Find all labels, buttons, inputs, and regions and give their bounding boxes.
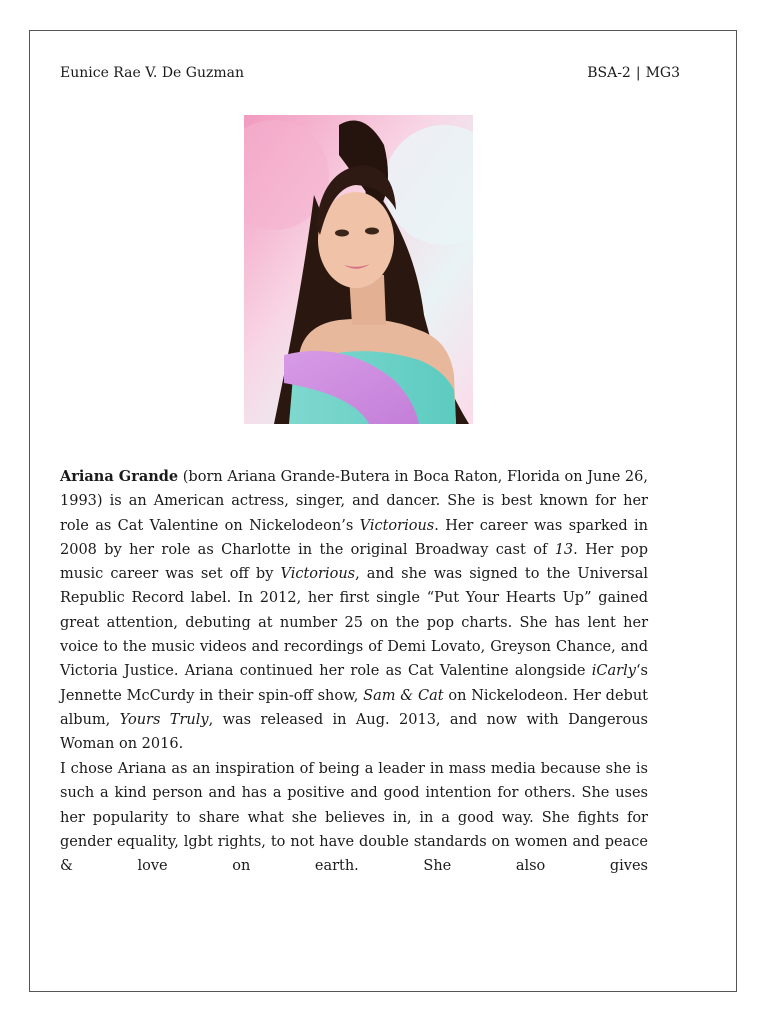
bio-text: ‘s Jennette McCurdy in their spin-off show,: [60, 663, 648, 704]
bio-text: . Her career was sparked in 2008 by her role as Charlotte in the original Broadway cast of: [60, 517, 648, 558]
show-title: Victorious: [280, 566, 356, 583]
portrait-photo: [244, 115, 473, 424]
author-name: Eunice Rae V. De Guzman: [60, 65, 244, 81]
bio-text: on Nickelodeon. Her debut album,: [60, 687, 648, 728]
course-label: BSA-2: [587, 65, 631, 81]
bio-text: , and she was signed to the Universal Republic Record label. In 2012, her first single “Put Your Hearts Up” gained great attention, debuting at number 25 on the pop charts. She has lent her voice to the music videos and recordings of Demi Lovato, Greyson Chance, and Victoria Justice. Ariana continued her role as Cat Valentine alongside: [60, 566, 648, 680]
portrait-illustration: [244, 115, 473, 424]
bio-text: , was released in Aug. 2013, and now with Dangerous Woman on 2016.: [60, 711, 648, 753]
album-title: Yours Truly: [119, 711, 209, 728]
section-label: MG3: [645, 65, 680, 81]
show-title: 13: [554, 541, 574, 558]
bio-text: (born Ariana Grande-Butera in Boca Raton, Florida on June 26, 1993) is an American actress, singer, and dancer. She is best known for her role as Cat Valentine on Nickelodeon’s: [60, 469, 648, 534]
subject-name: Ariana Grande: [60, 468, 179, 485]
reflection-paragraph: [60, 757, 648, 878]
show-title: Victorious: [359, 517, 435, 534]
show-title: iCarly: [591, 663, 636, 680]
bio-paragraph: [60, 465, 648, 757]
reflection-text: I chose Ariana as an inspiration of being a leader in mass media because she is such a kind person and has a positive and good intention for others. She uses her popularity to share what she believes in, in a good way. She fights for gender equality, lgbt rights, to not have double standards on women and peace & love on earth. She also gives: [60, 761, 648, 875]
header-separator: |: [635, 65, 641, 81]
course-section: [587, 65, 680, 81]
show-title: Sam & Cat: [363, 687, 444, 704]
bio-text: . Her pop music career was set off by: [60, 541, 649, 583]
